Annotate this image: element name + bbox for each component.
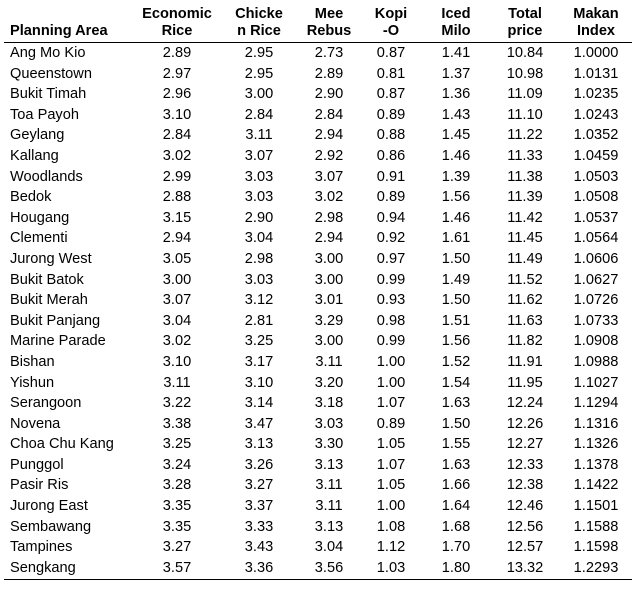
kopi-o-cell: 0.93	[376, 292, 406, 309]
table-row	[4, 455, 632, 476]
makan-index-cell: 1.0733	[573, 312, 619, 329]
kopi-o-cell: 1.03	[376, 560, 406, 577]
kopi-o-cell: 0.92	[376, 230, 406, 247]
kopi-o-cell: 0.89	[376, 415, 406, 432]
table-row	[4, 270, 632, 291]
kopi-o-cell: 1.07	[376, 456, 406, 473]
chicken-rice-cell: 3.13	[244, 436, 274, 453]
total-price-cell: 12.27	[506, 436, 544, 453]
header-line: Planning Area	[10, 23, 108, 39]
makan-index-cell: 1.0000	[573, 45, 619, 61]
chicken-rice-cell: 3.04	[244, 230, 274, 247]
table-row	[4, 187, 632, 208]
economic-rice-cell: 3.15	[162, 209, 192, 226]
economic-rice-cell: 3.24	[162, 456, 192, 473]
header-line: Iced	[441, 6, 471, 22]
planning-area-cell: Bukit Merah	[10, 292, 88, 309]
makan-index-cell: 1.0606	[573, 250, 619, 267]
planning-area-cell: Geylang	[10, 127, 65, 144]
economic-rice-cell: 3.28	[162, 477, 192, 494]
mee-rebus-cell: 2.84	[314, 106, 344, 123]
chicken-rice-cell: 3.36	[244, 560, 274, 577]
makan-index-cell: 1.1588	[573, 518, 619, 535]
planning-area-cell: Tampines	[10, 539, 73, 556]
kopi-o-cell: 0.89	[376, 106, 406, 123]
planning-area-cell: Queenstown	[10, 65, 92, 82]
makan-index-cell: 1.0131	[573, 65, 619, 82]
kopi-o-cell: 1.05	[376, 477, 406, 494]
economic-rice-cell: 3.02	[162, 147, 192, 164]
makan-index-cell: 1.0508	[573, 189, 619, 206]
kopi-o-cell: 1.00	[376, 498, 406, 515]
total-price-cell: 11.45	[507, 230, 543, 247]
mee-rebus-cell: 2.73	[314, 45, 344, 61]
kopi-o-cell: 0.81	[376, 65, 406, 82]
economic-rice-cell: 3.10	[162, 106, 192, 123]
makan-index-cell: 1.0627	[573, 271, 619, 288]
economic-rice-cell: 3.02	[162, 333, 192, 350]
chicken-rice-cell: 2.81	[244, 312, 274, 329]
iced-milo-cell: 1.51	[441, 312, 471, 329]
kopi-o-cell: 1.12	[376, 539, 406, 556]
mee-rebus-cell: 3.13	[314, 518, 344, 535]
total-price-cell: 12.33	[506, 456, 544, 473]
table-row	[4, 537, 632, 558]
mee-rebus-cell: 3.11	[315, 477, 343, 494]
planning-area-cell: Bedok	[10, 189, 52, 206]
makan-index-cell: 1.1422	[573, 477, 619, 494]
planning-area-cell: Pasir Ris	[10, 477, 69, 494]
table-row	[4, 331, 632, 352]
iced-milo-cell: 1.80	[441, 560, 471, 577]
table-row	[4, 84, 632, 105]
makan-index-cell: 1.0537	[573, 209, 619, 226]
price-table-container	[4, 6, 632, 580]
header-economic-rice	[134, 6, 220, 43]
kopi-o-cell: 0.91	[376, 168, 406, 185]
planning-area-cell: Choa Chu Kang	[10, 436, 114, 453]
total-price-cell: 12.26	[506, 415, 544, 432]
total-price-cell: 11.62	[507, 292, 543, 309]
chicken-rice-cell: 3.07	[244, 147, 274, 164]
chicken-rice-cell: 3.03	[244, 271, 274, 288]
chicken-rice-cell: 3.03	[244, 168, 274, 185]
mee-rebus-cell: 3.20	[314, 374, 344, 391]
mee-rebus-cell: 2.92	[314, 147, 344, 164]
table-row	[4, 558, 632, 580]
chicken-rice-cell: 3.33	[244, 518, 274, 535]
chicken-rice-cell: 3.12	[244, 292, 274, 309]
makan-index-cell: 1.0459	[573, 147, 619, 164]
table-row	[4, 249, 632, 270]
planning-area-cell: Woodlands	[10, 168, 83, 185]
kopi-o-cell: 0.87	[376, 86, 406, 103]
kopi-o-cell: 0.86	[376, 147, 406, 164]
mee-rebus-cell: 2.94	[314, 127, 344, 144]
table-row	[4, 125, 632, 146]
header-iced-milo	[422, 6, 490, 43]
kopi-o-cell: 1.08	[376, 518, 406, 535]
total-price-cell: 11.22	[507, 127, 543, 144]
chicken-rice-cell: 3.47	[244, 415, 274, 432]
makan-index-cell: 1.0988	[573, 353, 619, 370]
kopi-o-cell: 1.05	[376, 436, 406, 453]
table-row	[4, 311, 632, 332]
makan-index-cell: 1.0235	[573, 86, 619, 103]
chicken-rice-cell: 3.37	[244, 498, 274, 515]
total-price-cell: 10.98	[506, 65, 544, 82]
iced-milo-cell: 1.46	[441, 147, 471, 164]
total-price-cell: 11.82	[507, 333, 543, 350]
planning-area-cell: Ang Mo Kio	[10, 45, 86, 61]
economic-rice-cell: 3.27	[162, 539, 192, 556]
planning-area-cell: Sembawang	[10, 518, 92, 535]
table-row	[4, 517, 632, 538]
economic-rice-cell: 3.10	[162, 353, 192, 370]
makan-index-cell: 1.0503	[573, 168, 619, 185]
total-price-cell: 12.24	[506, 395, 544, 412]
chicken-rice-cell: 3.14	[244, 395, 274, 412]
chicken-rice-cell: 2.95	[244, 65, 274, 82]
total-price-cell: 11.09	[507, 86, 543, 103]
makan-index-cell: 1.1378	[573, 456, 619, 473]
kopi-o-cell: 0.89	[376, 189, 406, 206]
table-row	[4, 105, 632, 126]
total-price-cell: 11.49	[507, 250, 543, 267]
economic-rice-cell: 3.07	[162, 292, 192, 309]
iced-milo-cell: 1.45	[441, 127, 471, 144]
iced-milo-cell: 1.49	[441, 271, 471, 288]
total-price-cell: 12.56	[506, 518, 544, 535]
kopi-o-cell: 0.99	[376, 271, 406, 288]
mee-rebus-cell: 3.11	[315, 498, 343, 515]
chicken-rice-cell: 2.95	[244, 45, 274, 61]
header-line: Chicke	[235, 6, 283, 22]
iced-milo-cell: 1.39	[441, 168, 471, 185]
chicken-rice-cell: 3.00	[244, 86, 274, 103]
planning-area-cell: Kallang	[10, 147, 59, 164]
total-price-cell: 10.84	[506, 45, 544, 61]
mee-rebus-cell: 3.01	[314, 292, 344, 309]
iced-milo-cell: 1.56	[441, 333, 471, 350]
table-row	[4, 146, 632, 167]
kopi-o-cell: 0.88	[376, 127, 406, 144]
chicken-rice-cell: 3.11	[245, 127, 273, 144]
total-price-cell: 11.10	[507, 106, 543, 123]
economic-rice-cell: 2.94	[162, 230, 192, 247]
header-planning-area	[4, 6, 134, 43]
economic-rice-cell: 2.99	[162, 168, 192, 185]
mee-rebus-cell: 3.02	[314, 189, 344, 206]
makan-index-cell: 1.1326	[573, 436, 619, 453]
chicken-rice-cell: 2.98	[244, 250, 274, 267]
kopi-o-cell: 1.00	[376, 374, 406, 391]
mee-rebus-cell: 3.04	[314, 539, 344, 556]
planning-area-cell: Hougang	[10, 209, 70, 226]
economic-rice-cell: 3.04	[162, 312, 192, 329]
makan-index-cell: 1.1598	[573, 539, 619, 556]
header-makan-index	[560, 6, 632, 43]
header-row	[4, 6, 632, 43]
planning-area-cell: Punggol	[10, 456, 64, 473]
economic-rice-cell: 3.00	[162, 271, 192, 288]
table-row	[4, 434, 632, 455]
mee-rebus-cell: 3.00	[314, 333, 344, 350]
makan-index-table	[4, 6, 632, 580]
header-total-price	[490, 6, 560, 43]
chicken-rice-cell: 3.03	[244, 189, 274, 206]
planning-area-cell: Novena	[10, 415, 61, 432]
chicken-rice-cell: 3.27	[244, 477, 274, 494]
iced-milo-cell: 1.37	[441, 65, 471, 82]
economic-rice-cell: 3.57	[162, 560, 192, 577]
chicken-rice-cell: 3.25	[244, 333, 274, 350]
mee-rebus-cell: 3.30	[314, 436, 344, 453]
mee-rebus-cell: 3.00	[314, 271, 344, 288]
mee-rebus-cell: 3.18	[314, 395, 344, 412]
iced-milo-cell: 1.56	[441, 189, 471, 206]
kopi-o-cell: 0.99	[376, 333, 406, 350]
table-row	[4, 352, 632, 373]
planning-area-cell: Bukit Timah	[10, 86, 87, 103]
iced-milo-cell: 1.46	[441, 209, 471, 226]
iced-milo-cell: 1.41	[441, 45, 471, 61]
iced-milo-cell: 1.52	[441, 353, 471, 370]
mee-rebus-cell: 3.00	[314, 250, 344, 267]
planning-area-cell: Bishan	[10, 353, 55, 370]
header-line: -O	[382, 23, 400, 39]
planning-area-cell: Jurong West	[10, 250, 92, 267]
makan-index-cell: 1.0726	[573, 292, 619, 309]
chicken-rice-cell: 3.43	[244, 539, 274, 556]
total-price-cell: 13.32	[506, 560, 544, 577]
iced-milo-cell: 1.50	[441, 292, 471, 309]
chicken-rice-cell: 2.84	[244, 106, 274, 123]
makan-index-cell: 1.1027	[573, 374, 619, 391]
header-line: Economic	[142, 6, 212, 22]
chicken-rice-cell: 2.90	[244, 209, 274, 226]
makan-index-cell: 1.0908	[573, 333, 619, 350]
total-price-cell: 11.91	[507, 353, 543, 370]
planning-area-cell: Sengkang	[10, 560, 76, 577]
total-price-cell: 11.39	[507, 189, 543, 206]
makan-index-cell: 1.2293	[573, 560, 619, 577]
header-line: Index	[576, 23, 616, 39]
iced-milo-cell: 1.68	[441, 518, 471, 535]
makan-index-cell: 1.0243	[573, 106, 619, 123]
table-row	[4, 373, 632, 394]
total-price-cell: 11.42	[507, 209, 543, 226]
iced-milo-cell: 1.36	[441, 86, 471, 103]
total-price-cell: 12.57	[506, 539, 544, 556]
economic-rice-cell: 3.25	[162, 436, 192, 453]
iced-milo-cell: 1.63	[441, 456, 471, 473]
planning-area-cell: Marine Parade	[10, 333, 106, 350]
mee-rebus-cell: 2.89	[314, 65, 344, 82]
header-line: Milo	[441, 23, 471, 39]
mee-rebus-cell: 3.56	[314, 560, 344, 577]
iced-milo-cell: 1.64	[441, 498, 471, 515]
makan-index-cell: 1.0564	[573, 230, 619, 247]
kopi-o-cell: 1.07	[376, 395, 406, 412]
iced-milo-cell: 1.63	[441, 395, 471, 412]
header-kopi-o	[360, 6, 422, 43]
kopi-o-cell: 0.98	[376, 312, 406, 329]
mee-rebus-cell: 2.90	[314, 86, 344, 103]
planning-area-cell: Jurong East	[10, 498, 88, 515]
kopi-o-cell: 0.94	[376, 209, 406, 226]
header-line: Rice	[161, 23, 193, 39]
table-row	[4, 496, 632, 517]
header-mee-rebus	[298, 6, 360, 43]
chicken-rice-cell: 3.17	[244, 353, 274, 370]
table-row	[4, 43, 632, 64]
economic-rice-cell: 2.97	[162, 65, 192, 82]
economic-rice-cell: 3.38	[162, 415, 192, 432]
table-row	[4, 64, 632, 85]
table-row	[4, 167, 632, 188]
economic-rice-cell: 2.89	[162, 45, 192, 61]
header-line: Rebus	[306, 23, 352, 39]
planning-area-cell: Serangoon	[10, 395, 82, 412]
mee-rebus-cell: 3.03	[314, 415, 344, 432]
iced-milo-cell: 1.43	[441, 106, 471, 123]
economic-rice-cell: 2.84	[162, 127, 192, 144]
mee-rebus-cell: 3.07	[314, 168, 344, 185]
iced-milo-cell: 1.50	[441, 415, 471, 432]
economic-rice-cell: 3.11	[163, 374, 191, 391]
table-row	[4, 208, 632, 229]
header-line: n Rice	[237, 23, 281, 39]
economic-rice-cell: 3.35	[162, 498, 192, 515]
kopi-o-cell: 1.00	[376, 353, 406, 370]
header-line: Kopi	[374, 6, 408, 22]
mee-rebus-cell: 2.98	[314, 209, 344, 226]
total-price-cell: 12.46	[506, 498, 544, 515]
iced-milo-cell: 1.55	[441, 436, 471, 453]
iced-milo-cell: 1.61	[441, 230, 471, 247]
economic-rice-cell: 3.22	[162, 395, 192, 412]
total-price-cell: 11.95	[507, 374, 543, 391]
mee-rebus-cell: 3.29	[314, 312, 344, 329]
planning-area-cell: Clementi	[10, 230, 68, 247]
makan-index-cell: 1.1501	[573, 498, 619, 515]
chicken-rice-cell: 3.10	[244, 374, 274, 391]
header-chicken-rice	[220, 6, 298, 43]
table-body	[4, 43, 632, 580]
kopi-o-cell: 0.97	[376, 250, 406, 267]
header-line: Mee	[314, 6, 344, 22]
iced-milo-cell: 1.70	[441, 539, 471, 556]
economic-rice-cell: 3.35	[162, 518, 192, 535]
header-line: price	[507, 23, 543, 39]
chicken-rice-cell: 3.26	[244, 456, 274, 473]
total-price-cell: 11.33	[507, 147, 543, 164]
table-row	[4, 290, 632, 311]
table-row	[4, 228, 632, 249]
kopi-o-cell: 0.87	[376, 45, 406, 61]
economic-rice-cell: 2.88	[162, 189, 192, 206]
table-row	[4, 414, 632, 435]
planning-area-cell: Toa Payoh	[10, 106, 79, 123]
makan-index-cell: 1.1316	[573, 415, 619, 432]
table-row	[4, 475, 632, 496]
total-price-cell: 11.52	[507, 271, 543, 288]
iced-milo-cell: 1.54	[441, 374, 471, 391]
planning-area-cell: Bukit Batok	[10, 271, 84, 288]
mee-rebus-cell: 3.11	[315, 353, 343, 370]
makan-index-cell: 1.1294	[573, 395, 619, 412]
table-header	[4, 6, 632, 43]
planning-area-cell: Bukit Panjang	[10, 312, 101, 329]
total-price-cell: 11.38	[507, 168, 543, 185]
header-line: Total	[508, 6, 542, 22]
iced-milo-cell: 1.50	[441, 250, 471, 267]
economic-rice-cell: 2.96	[162, 86, 192, 103]
iced-milo-cell: 1.66	[441, 477, 471, 494]
mee-rebus-cell: 3.13	[314, 456, 344, 473]
total-price-cell: 12.38	[506, 477, 544, 494]
total-price-cell: 11.63	[507, 312, 543, 329]
table-row	[4, 393, 632, 414]
header-line: Makan	[573, 6, 619, 22]
makan-index-cell: 1.0352	[573, 127, 619, 144]
planning-area-cell: Yishun	[10, 374, 55, 391]
mee-rebus-cell: 2.94	[314, 230, 344, 247]
economic-rice-cell: 3.05	[162, 250, 192, 267]
